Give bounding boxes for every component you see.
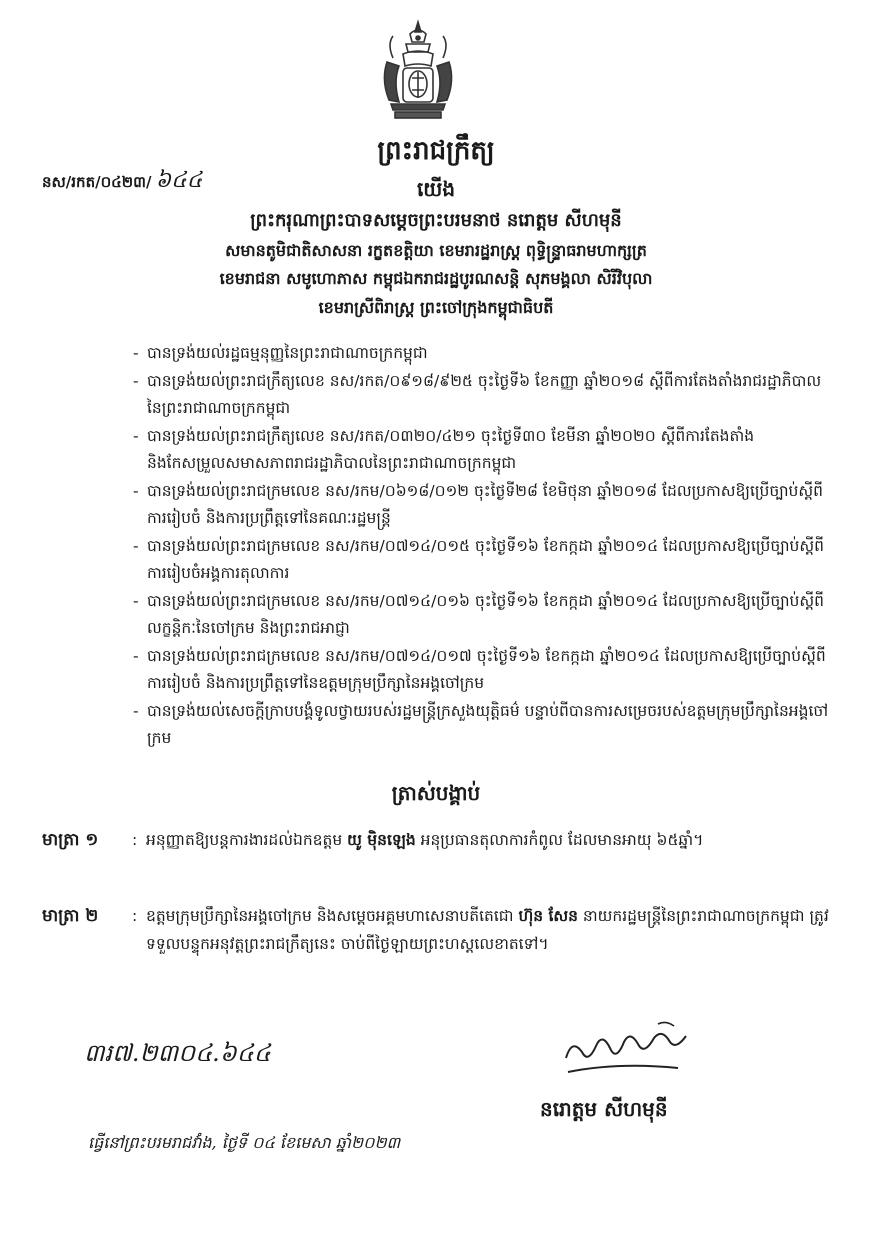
citation-item: - បានទ្រង់យល់ព្រះរាជក្រឹត្យលេខ នស/រកត/០៩១៨/៩២៥ ចុះថ្ងៃទី៦ ខែកញ្ញា ឆ្នាំ២០១៨ ស្តីពីការតែងតាំងរាជរដ្ឋាភិបាលនៃព្រះរាជាណាចក្រកម្ពុជា [133,371,822,417]
date-line: ធ្វើនៅព្រះបរមរាជវាំង, ថ្ងៃទី ០៤ ខែមេសា ឆ្នាំ២០២៣ [88,1133,401,1152]
citation-item: - បានទ្រង់យល់រដ្ឋធម្មនុញ្ញនៃព្រះរាជាណាចក្រកម្ពុជា [133,344,428,362]
reference-number-handwritten: ៦៤៤ [155,168,203,193]
citation-item: - បានទ្រង់យល់ព្រះរាជក្រមលេខ នស/រកម/០៦១៨/០១២ ចុះថ្ងៃទី២៨ ខែមិថុនា ឆ្នាំ២០១៨ ដែលប្រកាសឱ្យប្រើច្បាប់ស្តីពីការរៀបចំ និងការប្រព្រឹត្តទៅនៃគណៈរដ្ឋមន្ត្រី [133,481,823,527]
article-2: មាត្រា ២ : ឧត្តមក្រុមប្រឹក្សានៃអង្គចៅក្រម និងសម្តេចអគ្គមហាសេនាបតីតេជោ ហ៊ុន សែន នាយករដ្ឋមន្ត្រីនៃព្រះរាជាណាចក្រកម្ពុជា ត្រូវទទួលបន្ទុកអនុវត្តព្រះរាជក្រឹត្យនេះ ចាប់ពីថ្ងៃឡាយព្រះហស្តលេខាតទៅ។ [42,902,842,958]
article-person-name: យូ ម៉ិនឡេង [347,831,416,849]
royal-title-line-3: ខេមរាជនា សមូហោភាស កម្ពុជឯករាជរដ្ឋបូរណសន្តិ សុភមង្គលា សិរីវិបុលា [219,269,653,288]
citation-item: - បានទ្រង់យល់ព្រះរាជក្រមលេខ នស/រកម/០៧១៤/០១៧ ចុះថ្ងៃទី១៦ ខែកក្កដា ឆ្នាំ២០១៤ ដែលប្រកាសឱ្យប្រើច្បាប់ស្តីពីការរៀបចំ និងការប្រព្រឹត្តទៅនៃឧត្តមក្រុមប្រឹក្សានៃអង្គចៅក្រម [133,646,826,692]
article-label: មាត្រា ១ [42,830,99,850]
reference-number-printed: នស/រកត/០៤២៣/ [42,173,152,191]
article-1: មាត្រា ១ : អនុញ្ញាតឱ្យបន្តការងារដល់ឯកឧត្តម យូ ម៉ិនឡេង អនុប្រធានតុលាការកំពូល ដែលមានអាយុ ៦៥ឆ្នាំ។ [42,826,842,854]
royal-title-line-1: ព្រះករុណាព្រះបាទសម្តេចព្រះបរមនាថ នរោត្តម សីហមុនី [250,210,622,231]
proclamation-heading: ត្រាស់បង្គាប់ [391,781,481,805]
citation-item: - បានទ្រង់យល់ព្រះរាជក្រឹត្យលេខ នស/រកត/០៣២០/៤២១ ចុះថ្ងៃទី៣០ ខែមីនា ឆ្នាំ២០២០ ស្តីពីការតែងតាំង និងកែសម្រួលសមាសភាពរាជរដ្ឋាភិបាលនៃព្រះរាជាណាចក្រកម្ពុជា [133,426,755,472]
citation-item: - បានទ្រង់យល់ព្រះរាជក្រមលេខ នស/រកម/០៧១៤/០១៥ ចុះថ្ងៃទី១៦ ខែកក្កដា ឆ្នាំ២០១៤ ដែលប្រកាសឱ្យប្រើច្បាប់ស្តីពីការរៀបចំអង្គការតុលាការ [133,536,824,582]
article-body: ឧត្តមក្រុមប្រឹក្សានៃអង្គចៅក្រម និងសម្តេចអគ្គមហាសេនាបតីតេជោ ហ៊ុន សែន នាយករដ្ឋមន្ត្រីនៃព្រះរាជាណាចក្រកម្ពុជា ត្រូវទទួលបន្ទុកអនុវត្តព្រះរាជក្រឹត្យនេះ ចាប់ពីថ្ងៃឡាយព្រះហស្តលេខាតទៅ។ [146,907,829,953]
royal-coat-of-arms-icon [373,18,463,124]
royal-title-line-4: ខេមរាស្រីពិរាស្ត្រ ព្រះចៅក្រុងកម្ពុជាធិបតី [318,298,554,317]
citation-item: - បានទ្រង់យល់សេចក្តីក្រាបបង្គំទូលថ្វាយរបស់រដ្ឋមន្ត្រីក្រសួងយុត្តិធម៌ បន្ទាប់ពីបានការសម្រេចរបស់ឧត្តមក្រុមប្រឹក្សានៃអង្គចៅក្រម [133,701,829,747]
article-label: មាត្រា ២ [42,906,99,926]
royal-title-line-2: សមានតូមិជាតិសាសនា រក្ខតខត្តិយា ខេមរារដ្ឋរាស្ត្រ ពុទ្ធិន្ទ្រាធរាមហាក្សត្រ [225,241,647,260]
article-body: អនុញ្ញាតឱ្យបន្តការងារដល់ឯកឧត្តម យូ ម៉ិនឡេង អនុប្រធានតុលាការកំពូល ដែលមានអាយុ ៦៥ឆ្នាំ។ [146,831,704,849]
article-person-name: ហ៊ុន សែន [518,907,578,925]
signer-name: នរោត្តម សីហមុនី [540,1097,668,1121]
document-title: ព្រះរាជក្រឹត្យ [377,136,495,166]
we-heading: យើង [416,177,456,201]
citation-item: - បានទ្រង់យល់ព្រះរាជក្រមលេខ នស/រកម/០៧១៤/០១៦ ចុះថ្ងៃទី១៦ ខែកក្កដា ឆ្នាំ២០១៤ ដែលប្រកាសឱ្យប្រើច្បាប់ស្តីពីលក្ខន្តិកៈនៃចៅក្រម និងព្រះរាជអាជ្ញា [133,591,824,637]
citations-list [133,340,833,753]
royal-signature-icon [558,1018,698,1082]
registration-number-handwritten: ៣រ៧.២៣០៤.៦៤៤ [84,1039,271,1067]
